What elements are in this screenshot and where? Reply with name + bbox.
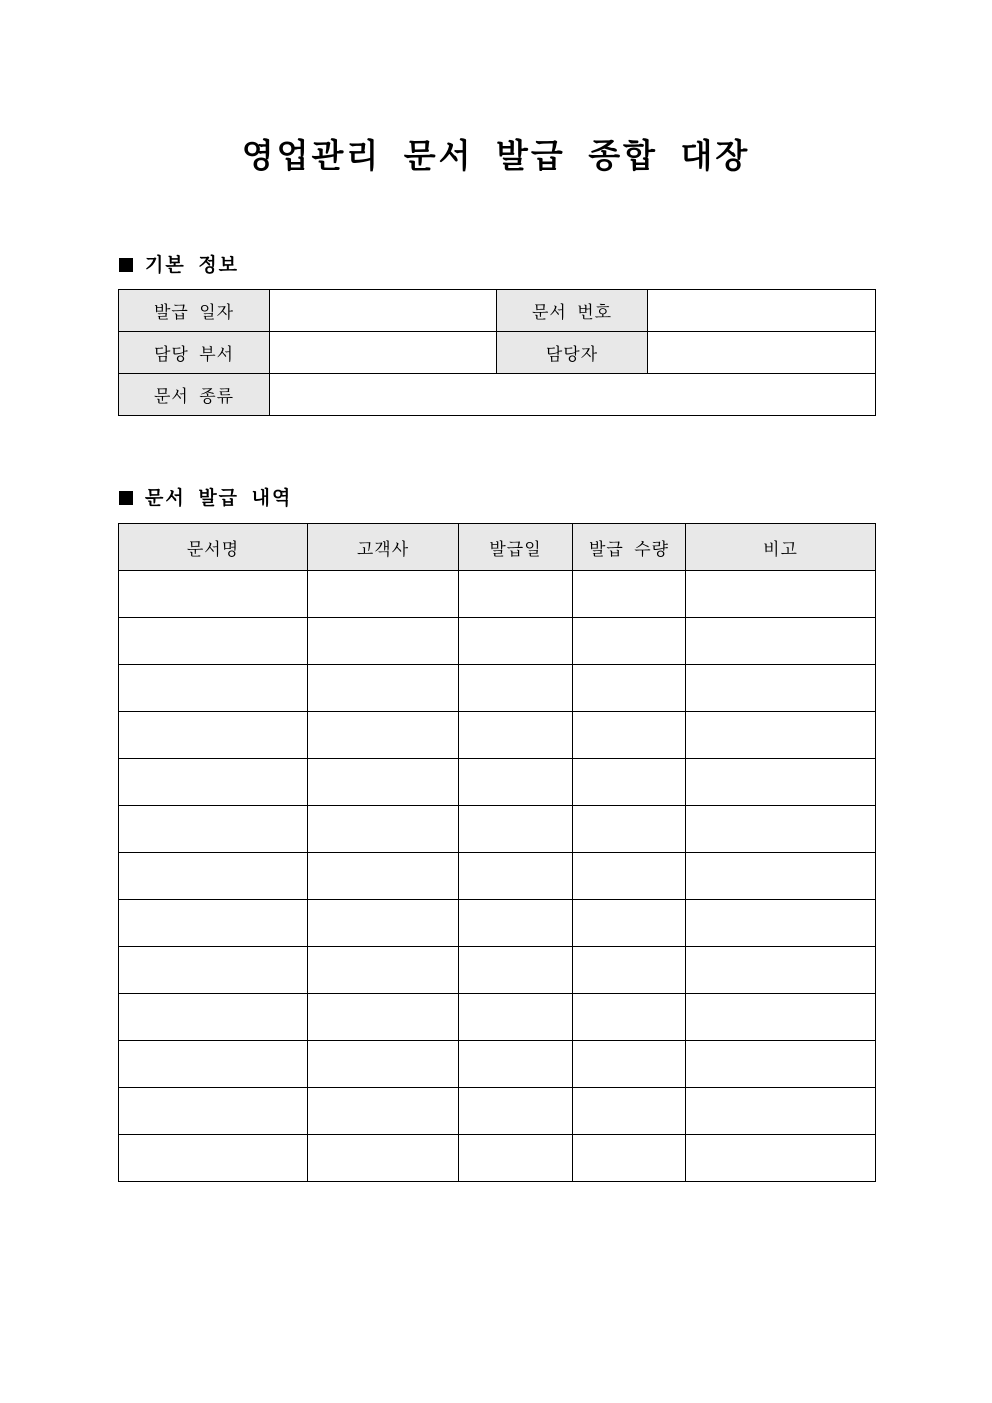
issue-date-cell[interactable] [459,1135,573,1182]
quantity-cell[interactable] [573,571,686,618]
table-row [119,332,876,374]
table-header-row [119,524,876,571]
client-cell[interactable] [308,806,459,853]
doc-number-label: 문서 번호 [497,290,648,332]
doc-name-cell[interactable] [119,853,308,900]
table-row [119,759,876,806]
issue-date-cell[interactable] [459,571,573,618]
table-row [119,571,876,618]
remarks-cell[interactable] [686,571,876,618]
client-cell[interactable] [308,665,459,712]
table-row [119,1088,876,1135]
doc-name-cell[interactable] [119,806,308,853]
doc-name-cell[interactable] [119,1135,308,1182]
quantity-cell[interactable] [573,712,686,759]
doc-name-cell[interactable] [119,1041,308,1088]
section-heading-text: 문서 발급 내역 [145,487,293,509]
table-row [119,712,876,759]
issue-date-cell[interactable] [459,618,573,665]
quantity-cell[interactable] [573,853,686,900]
doc-number-field[interactable] [648,290,876,332]
doc-type-field[interactable] [270,374,876,416]
doc-name-cell[interactable] [119,712,308,759]
quantity-cell[interactable] [573,806,686,853]
quantity-cell[interactable] [573,618,686,665]
section-heading-text: 기본 정보 [145,254,240,276]
square-bullet-icon [119,258,133,272]
remarks-cell[interactable] [686,618,876,665]
remarks-cell[interactable] [686,1088,876,1135]
column-header-client: 고객사 [308,524,459,571]
remarks-cell[interactable] [686,1135,876,1182]
doc-type-label: 문서 종류 [119,374,270,416]
client-cell[interactable] [308,571,459,618]
doc-name-cell[interactable] [119,759,308,806]
remarks-cell[interactable] [686,947,876,994]
basic-info-table [118,289,876,416]
issue-date-cell[interactable] [459,1088,573,1135]
issue-date-cell[interactable] [459,806,573,853]
document-title: 영업관리 문서 발급 종합 대장 [241,136,751,175]
client-cell[interactable] [308,994,459,1041]
manager-label: 담당자 [497,332,648,374]
remarks-cell[interactable] [686,712,876,759]
issue-date-cell[interactable] [459,665,573,712]
issue-date-label: 발급 일자 [119,290,270,332]
table-row [119,947,876,994]
remarks-cell[interactable] [686,994,876,1041]
remarks-cell[interactable] [686,806,876,853]
client-cell[interactable] [308,759,459,806]
client-cell[interactable] [308,1135,459,1182]
doc-name-cell[interactable] [119,1088,308,1135]
department-field[interactable] [270,332,497,374]
quantity-cell[interactable] [573,1135,686,1182]
table-row [119,665,876,712]
issue-date-cell[interactable] [459,853,573,900]
issue-date-cell[interactable] [459,759,573,806]
column-header-doc-name: 문서명 [119,524,308,571]
client-cell[interactable] [308,1041,459,1088]
issue-date-cell[interactable] [459,947,573,994]
table-row [119,853,876,900]
remarks-cell[interactable] [686,900,876,947]
table-row [119,374,876,416]
remarks-cell[interactable] [686,665,876,712]
column-header-issue-date: 발급일 [459,524,573,571]
issuance-history-table [118,523,876,1182]
doc-name-cell[interactable] [119,618,308,665]
issuance-history-body [119,571,876,1182]
quantity-cell[interactable] [573,1041,686,1088]
table-row [119,1135,876,1182]
client-cell[interactable] [308,712,459,759]
client-cell[interactable] [308,900,459,947]
quantity-cell[interactable] [573,1088,686,1135]
section-heading-issuance-history [119,485,292,511]
table-row [119,290,876,332]
table-row [119,1041,876,1088]
table-row [119,618,876,665]
quantity-cell[interactable] [573,900,686,947]
square-bullet-icon [119,491,133,505]
doc-name-cell[interactable] [119,571,308,618]
column-header-quantity: 발급 수량 [573,524,686,571]
issue-date-cell[interactable] [459,712,573,759]
manager-field[interactable] [648,332,876,374]
quantity-cell[interactable] [573,994,686,1041]
quantity-cell[interactable] [573,947,686,994]
issue-date-field[interactable] [270,290,497,332]
client-cell[interactable] [308,947,459,994]
quantity-cell[interactable] [573,665,686,712]
remarks-cell[interactable] [686,853,876,900]
table-row [119,994,876,1041]
issue-date-cell[interactable] [459,900,573,947]
doc-name-cell[interactable] [119,994,308,1041]
issue-date-cell[interactable] [459,994,573,1041]
doc-name-cell[interactable] [119,900,308,947]
doc-name-cell[interactable] [119,947,308,994]
remarks-cell[interactable] [686,1041,876,1088]
remarks-cell[interactable] [686,759,876,806]
department-label: 담당 부서 [119,332,270,374]
doc-name-cell[interactable] [119,665,308,712]
table-row [119,900,876,947]
client-cell[interactable] [308,1088,459,1135]
quantity-cell[interactable] [573,759,686,806]
client-cell[interactable] [308,618,459,665]
section-heading-basic-info [119,252,239,278]
issue-date-cell[interactable] [459,1041,573,1088]
table-row [119,806,876,853]
client-cell[interactable] [308,853,459,900]
column-header-remarks: 비고 [686,524,876,571]
